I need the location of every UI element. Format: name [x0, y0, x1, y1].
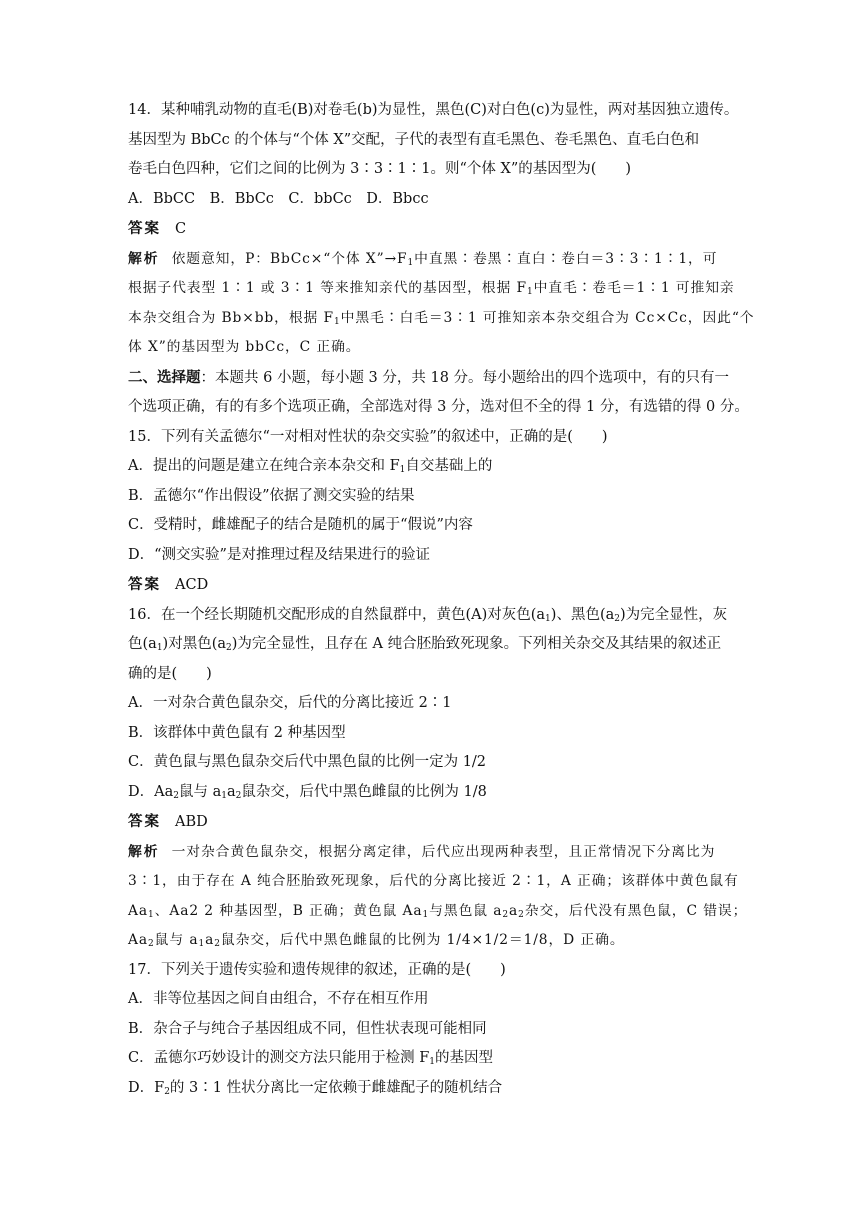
q14-explain-line-4: 体 X”的基因型为 bbCc，C 正确。: [128, 339, 361, 355]
q16-option-a: A．一对杂合黄色鼠杂交，后代的分离比接近 2∶1: [128, 695, 452, 711]
q16-option-b: B．该群体中黄色鼠有 2 种基因型: [128, 724, 346, 741]
q14-explain-line-2: 根据子代表型 1∶1 或 3∶1 等来推知亲代的基因型，根据 $F_1$中直毛∶卷毛＝1∶1 可推知亲: [128, 280, 735, 297]
section2-line-2: 个选项正确，有的有多个选项正确，全部选对得 3 分，选对但不全的得 1 分，有选错的得 0 分。: [128, 399, 749, 415]
q16-explain-line-1: 解析 一对杂合黄色鼠杂交，根据分离定律，后代应出现两种表型，且正常情况下分离比为: [128, 843, 716, 860]
answer-label: 答案: [128, 813, 161, 830]
answer-value: ACD: [175, 577, 209, 593]
q14-answer: [128, 214, 738, 245]
q16-option-c: C．黄色鼠与黑色鼠杂交后代中黑色鼠的比例一定为 1/2: [128, 754, 487, 770]
q16-explain-line-2: 3∶1，由于存在 A 纯合胚胎致死现象，后代的分离比接近 2∶1，A 正确；该群体中黄色鼠有: [128, 873, 739, 889]
q17-option-d: D．$F_2$的 3∶1 性状分离比一定依赖于雌雄配子的随机结合: [128, 1079, 503, 1097]
q16-explain-line-4: $Aa_2$鼠与 $a_1a_2$鼠杂交，后代中黑色雌鼠的比例为 1/4×1/2＝1/8，D 正确。: [128, 932, 625, 949]
q15-stem: 15．下列有关孟德尔“一对相对性状的杂交实验”的叙述中，正确的是( ): [128, 428, 608, 445]
q14-stem-line-1: 14．某种哺乳动物的直毛(B)对卷毛(b)为显性，黑色(C)对白色(c)为显性，两对基因独立遗传。: [128, 102, 739, 118]
document-page: [128, 96, 755, 1103]
answer-label: 答案: [128, 220, 161, 237]
section2-line-1: 二、选择题：本题共 6 小题，每小题 3 分，共 18 分。每小题给出的四个选项中，有的只有一: [128, 368, 730, 386]
q15-answer: [128, 570, 738, 601]
q16-stem-line-3: 确的是( ): [128, 665, 212, 682]
explain-label: 解析: [128, 250, 160, 267]
explain-label: 解析: [128, 843, 160, 860]
q17-option-a: A．非等位基因之间自由组合，不存在相互作用: [128, 991, 429, 1007]
q14-stem-line-3: 卷毛白色四种，它们之间的比例为 3∶3∶1∶1。则“个体 X”的基因型为( ): [128, 161, 632, 177]
q15-option-a: A．提出的问题是建立在纯合亲本杂交和 $F_1$自交基础上的: [128, 458, 493, 475]
answer-value: C: [175, 221, 187, 237]
q14-options: A．BbCC B．BbCc C．bbCc D．Bbcc: [128, 190, 429, 207]
q16-answer: [128, 807, 738, 838]
q17-option-c: C．孟德尔巧妙设计的测交方法只能用于检测 $F_1$的基因型: [128, 1050, 493, 1067]
section-title: 二、选择题: [128, 368, 201, 386]
answer-label: 答案: [128, 576, 161, 593]
q14-explain-line-1: 解析 依题意知，P：BbCc×“个体 $X”\to F_1$中直黑∶卷黑∶直白∶卷白＝3∶3∶1∶1，可: [128, 250, 718, 268]
q16-stem-line-2: 色$(a_1)$对黑色$(a_2)$为完全显性，且存在 A 纯合胚胎致死现象。下列相关杂交及其结果的叙述正: [128, 636, 722, 653]
q15-option-d: D．“测交实验”是对推理过程及结果进行的验证: [128, 546, 430, 563]
q15-option-b: B．孟德尔“作出假设”依据了测交实验的结果: [128, 487, 415, 504]
q17-stem: 17．下列关于遗传实验和遗传规律的叙述，正确的是( ): [128, 961, 506, 978]
q14-explain-line-3: 本杂交组合为 Bb×bb，根据 $F_1$中黑毛∶白毛＝3∶1 可推知亲本杂交组合为 Cc×Cc，因此“个: [128, 309, 755, 327]
q16-option-d: D．$Aa_2$鼠与 $a_1a_2$鼠杂交，后代中黑色雌鼠的比例为 1/8: [128, 783, 487, 801]
q15-option-c: C．受精时，雌雄配子的结合是随机的属于“假说”内容: [128, 517, 473, 533]
q14-stem-line-2: 基因型为 BbCc 的个体与“个体 X”交配，子代的表型有直毛黑色、卷毛黑色、直毛白色和: [128, 131, 700, 148]
q16-stem-line-1: 16．在一个经长期随机交配形成的自然鼠群中，黄色(A)对灰色$(a_1)$、黑色$(a_2)$为完全显性，灰: [128, 606, 728, 624]
answer-value: ABD: [175, 814, 208, 830]
q16-explain-line-3: $Aa_1$、Aa2 2 种基因型，B 正确；黄色鼠 $Aa_1$与黑色鼠 $a_2a_2$杂交，后代没有黑色鼠，C 错误；: [128, 902, 748, 920]
q17-option-b: B．杂合子与纯合子基因组成不同，但性状表现可能相同: [128, 1020, 487, 1037]
